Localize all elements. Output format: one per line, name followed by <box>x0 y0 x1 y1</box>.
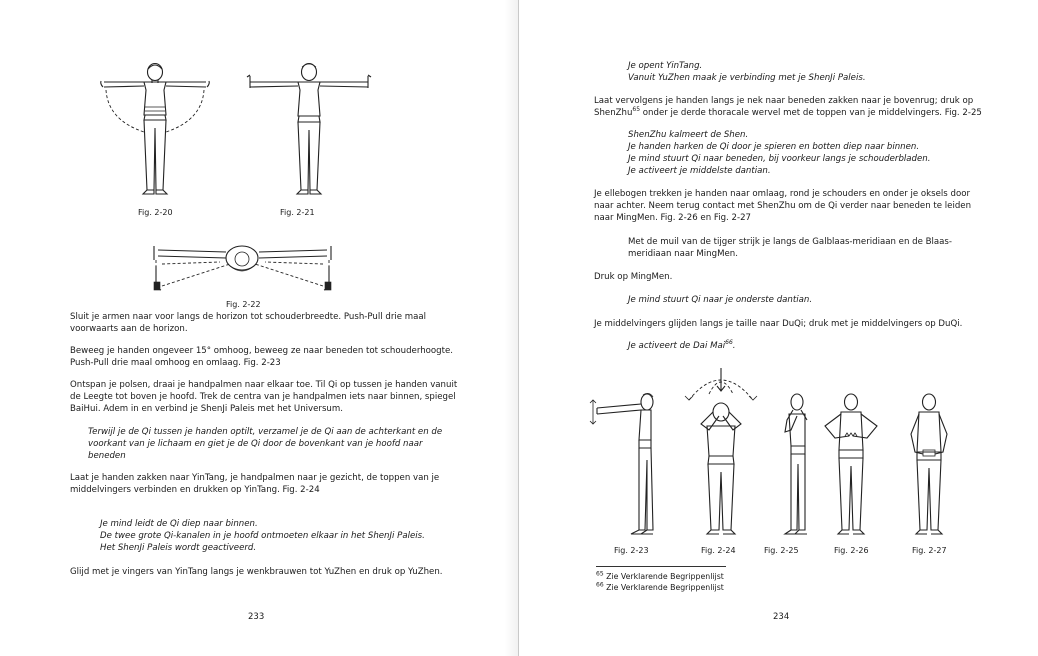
right-body-line: Laat vervolgens je handen langs je nek naar beneden zakken naar je bovenrug; druk op <box>594 96 974 106</box>
right-body-line: naar achter. Neem terug contact met ShenZhu om de Qi verder naar beneden te leiden <box>594 201 972 211</box>
footnote-65: $^{65}$ Zie Verklarende Begrippenlijst <box>596 570 724 581</box>
right-italic-line: Je opent YinTang. <box>628 61 703 71</box>
left-body-line: BaiHui. Adem in en verbind je ShenJi Paleis met het Universum. <box>70 404 343 414</box>
left-body-line: Beweeg je handen ongeveer 15° omhoog, beweeg ze naar beneden tot schouderhoogte. <box>70 346 454 356</box>
right-italic-line: Je activeert de Dai Mai$^{66}$. <box>628 339 736 351</box>
fig-2-27-caption: Fig. 2-27 <box>912 546 947 555</box>
figure-2-21-illustration <box>244 60 374 200</box>
figure-2-24-illustration <box>679 364 764 540</box>
fig-2-21-caption: Fig. 2-21 <box>280 208 315 217</box>
left-italic-line: Je mind leidt de Qi diep naar binnen. <box>100 519 258 529</box>
right-body-line: ShenZhu$^{65}$ onder je derde thoracale wervel met de toppen van je middelvingers. Fig. 2-25 <box>594 106 982 118</box>
left-body-line: middelvingers verbinden en drukken op YinTang. Fig. 2-24 <box>70 485 320 495</box>
figure-2-23-illustration <box>589 390 669 540</box>
fig-2-20-caption: Fig. 2-20 <box>138 208 173 217</box>
left-body-line: Ontspan je polsen, draai je handpalmen naar elkaar toe. Til Qi op tussen je handen vanuit <box>70 380 458 390</box>
fig-2-23-caption: Fig. 2-23 <box>614 546 649 555</box>
right-body-line: meridiaan naar MingMen. <box>628 249 738 259</box>
right-body-line: Met de muil van de tijger strijk je langs de Galblaas-meridiaan en de Blaas- <box>628 237 952 247</box>
footnote-66: $^{66}$ Zie Verklarende Begrippenlijst <box>596 581 724 592</box>
fig-2-24-caption: Fig. 2-24 <box>701 546 736 555</box>
fig-2-25-caption: Fig. 2-25 <box>764 546 799 555</box>
page-number-right: 234 <box>773 612 790 622</box>
right-body-line: naar MingMen. Fig. 2-26 en Fig. 2-27 <box>594 213 752 223</box>
left-italic-line: voorkant van je lichaam en giet je de Qi door de bovenkant van je hoofd naar <box>88 439 423 449</box>
right-italic-line: Je handen harken de Qi door je spieren en botten diep naar binnen. <box>628 142 920 152</box>
left-italic-line: Het ShenJi Paleis wordt geactiveerd. <box>100 543 257 553</box>
left-italic-line: Terwijl je de Qi tussen je handen optilt, verzamel je de Qi aan de achterkant en de <box>88 427 443 437</box>
fig-2-22-caption: Fig. 2-22 <box>226 300 261 309</box>
figure-2-22-illustration <box>150 236 335 298</box>
right-page <box>519 0 1038 656</box>
left-body-line: voorwaarts aan de horizon. <box>70 324 188 334</box>
page-number-left: 233 <box>248 612 265 622</box>
right-italic-line: Je activeert je middelste dantian. <box>628 166 771 176</box>
figure-2-27-illustration <box>889 390 969 540</box>
right-body-line: Je middelvingers glijden langs je taille naar DuQi; druk met je middelvingers op DuQi. <box>594 319 963 329</box>
left-body-line: Sluit je armen naar voor langs de horizon tot schouderbreedte. Push-Pull drie maal <box>70 312 427 322</box>
left-body-line: Laat je handen zakken naar YinTang, je handpalmen naar je gezicht, de toppen van je <box>70 473 440 483</box>
right-italic-line: Vanuit YuZhen maak je verbinding met je ShenJi Paleis. <box>628 73 866 83</box>
left-body-line: de Leegte tot boven je hoofd. Trek de centra van je handpalmen iets naar binnen, spiegel <box>70 392 456 402</box>
right-body-line: Je ellebogen trekken je handen naar omlaag, rond je schouders en onder je oksels door <box>594 189 971 199</box>
right-italic-line: Je mind stuurt Qi naar je onderste dantian. <box>628 295 813 305</box>
fig-2-26-caption: Fig. 2-26 <box>834 546 869 555</box>
left-body-line: Push-Pull drie maal omhoog en omlaag. Fig. 2-23 <box>70 358 281 368</box>
figure-2-26-illustration <box>811 390 891 540</box>
figure-2-20-illustration <box>100 60 210 200</box>
left-italic-line: beneden <box>88 451 126 461</box>
footnote-rule <box>596 566 726 567</box>
right-italic-line: Je mind stuurt Qi naar beneden, bij voorkeur langs je schouderbladen. <box>628 154 931 164</box>
left-body-line: Glijd met je vingers van YinTang langs je wenkbrauwen tot YuZhen en druk op YuZhen. <box>70 567 443 577</box>
right-italic-line: ShenZhu kalmeert de Shen. <box>628 130 749 140</box>
right-body-line: Druk op MingMen. <box>594 272 673 282</box>
left-italic-line: De twee grote Qi-kanalen in je hoofd ontmoeten elkaar in het ShenJi Paleis. <box>100 531 425 541</box>
